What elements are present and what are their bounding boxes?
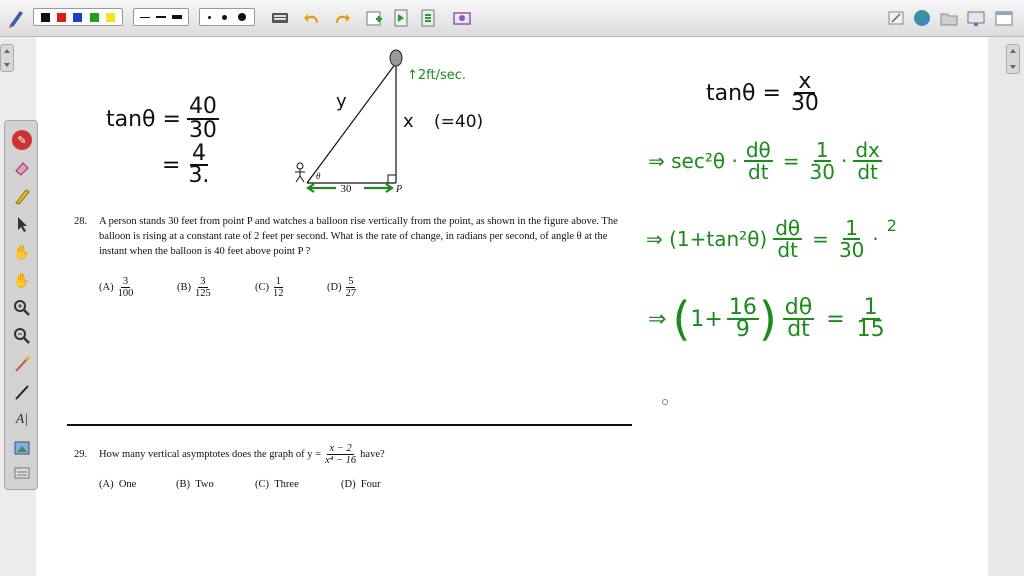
figure-point-label: P: [396, 184, 403, 195]
choice-label: (D): [341, 479, 356, 490]
problem-divider: [67, 424, 632, 426]
line-thin-option[interactable]: [140, 17, 150, 18]
choice-text: Three: [274, 479, 299, 490]
problem-28: [74, 214, 634, 259]
display-icon[interactable]: [966, 7, 986, 29]
folder-icon[interactable]: [939, 7, 959, 29]
choice-28-a[interactable]: [99, 276, 177, 299]
hw-r2-den2: 30: [809, 160, 835, 184]
problem-29-numerator: x − 2: [329, 443, 352, 454]
color-swatch-blue[interactable]: [73, 13, 82, 22]
cursor-dot: [662, 399, 668, 405]
hw-r3-num2: 1: [845, 216, 859, 240]
hw-r2-den3: dt: [857, 160, 878, 184]
line-style-group: [133, 8, 189, 26]
choice-denominator: 12: [273, 288, 284, 299]
hw-r4-eq: =: [826, 306, 845, 332]
hw-left-num: 40: [188, 94, 217, 119]
pointer-hand-icon[interactable]: ✋: [13, 243, 31, 260]
hw-row-2: ⇒ sec²θ · $\frac{d\theta}{dt}$ = $\frac{1}{30}$ · dx dt: [648, 138, 880, 184]
pen-logo-icon[interactable]: [6, 7, 26, 29]
choice-29-b[interactable]: [176, 477, 255, 492]
hw-r4-prefix: ⇒: [648, 306, 667, 332]
right-side-panel: [988, 37, 1024, 576]
hw-r3-den: dt: [777, 238, 798, 262]
line-tool-icon[interactable]: [12, 382, 32, 402]
choice-label: (D): [327, 282, 342, 293]
page-list-icon[interactable]: [418, 7, 438, 29]
hw-y-label: y: [336, 91, 347, 112]
hw-left-calc: [106, 96, 219, 186]
problem-29-denominator: x⁴ − 16: [325, 455, 357, 466]
choice-29-d[interactable]: [341, 477, 411, 492]
choice-label: (A): [99, 282, 114, 293]
new-page-icon[interactable]: [364, 7, 384, 29]
choice-denominator: 125: [195, 288, 211, 299]
hw-r2-eq: =: [782, 149, 800, 173]
hw-r2-prefix: ⇒ sec²θ ·: [648, 149, 738, 173]
hw-r2-num: dθ: [745, 138, 771, 162]
hw-left-den2: 3.: [188, 163, 210, 188]
hw-r3-eq: =: [812, 227, 829, 251]
choice-label: (C): [255, 479, 269, 490]
redo-icon[interactable]: [331, 7, 351, 29]
hw-x-value: (=40): [434, 112, 484, 132]
figure-base-label: 30: [340, 183, 352, 195]
choice-numerator: 5: [348, 276, 354, 287]
color-swatch-green[interactable]: [90, 13, 99, 22]
base-arrow-right: [364, 184, 392, 192]
hw-row-4: ⇒ ( 1+ $\frac{16}{9}$ ) $\frac{d\theta}{dt}$ = $\frac{1}{15}$: [648, 292, 885, 346]
choice-text: Four: [360, 479, 381, 490]
problem-28-text: A person stands 30 feet from point P and watches a balloon rise vertically from the point, as shown in the figure above. The balloon is rising at a constant rate of 2 feet per second. What is the rate of change, in radians per second, of angle θ at the instant when the balloon is 40 feet above point P ?: [99, 216, 618, 257]
hw-row-3: ⇒ (1+tan²θ) $\frac{d\theta}{dt}$ = $\frac{1}{30}$ · 2: [646, 215, 897, 262]
choice-denominator: 100: [117, 288, 134, 299]
undo-icon[interactable]: [303, 7, 323, 29]
color-swatch-yellow[interactable]: [106, 13, 115, 22]
hw-r3-tail: 2: [886, 215, 897, 235]
choice-28-b[interactable]: [177, 276, 255, 299]
hw-left-den: 30: [188, 118, 217, 143]
hw-r4-num3: 1: [863, 295, 878, 320]
hw-r4-num: 16: [728, 295, 757, 320]
screen-capture-icon[interactable]: [452, 7, 472, 29]
choice-label: (C): [255, 282, 269, 293]
choice-28-c[interactable]: [255, 276, 327, 299]
hw-r3-den2: 30: [838, 238, 865, 262]
hw-r1-den: 30: [790, 91, 819, 116]
globe-icon[interactable]: [912, 7, 932, 29]
figure-triangle: [307, 63, 396, 183]
problem-28-number: 28.: [74, 216, 88, 227]
choice-29-a[interactable]: [99, 477, 176, 492]
hw-rate-annotation: ↑2ft/sec.: [407, 68, 467, 83]
color-swatch-red[interactable]: [57, 13, 66, 22]
window-icon[interactable]: [994, 7, 1014, 29]
color-palette-group: [33, 8, 123, 26]
text-tool-icon[interactable]: A|: [15, 412, 29, 427]
problem-29-number: 29.: [74, 449, 88, 460]
color-swatch-black[interactable]: [41, 13, 50, 22]
dot-small-option[interactable]: [208, 16, 211, 19]
keyboard-icon[interactable]: [270, 7, 290, 29]
choice-text: One: [118, 479, 137, 490]
choice-label: (A): [99, 479, 114, 490]
balloon-triangle-figure: [290, 45, 510, 200]
dot-large-option[interactable]: [238, 13, 246, 21]
zoom-in-icon[interactable]: [12, 298, 32, 318]
hw-left-eq: =: [162, 152, 181, 178]
next-page-icon[interactable]: [391, 7, 411, 29]
person-stick-figure-icon: [295, 163, 305, 182]
hw-r1-lhs: tanθ =: [706, 80, 781, 106]
figure-angle-label: θ: [316, 171, 321, 181]
hw-r4-den: 9: [735, 317, 750, 342]
balloon-icon: [390, 50, 402, 66]
dot-medium-option[interactable]: [222, 15, 227, 20]
choice-label: (B): [177, 282, 191, 293]
choice-28-d[interactable]: [327, 276, 397, 299]
hw-r2-den: dt: [748, 160, 769, 184]
hw-r3-num: dθ: [775, 216, 801, 240]
hw-r1-num: x: [794, 72, 815, 94]
hw-r2-num3: dx: [855, 138, 880, 162]
problem-28-choices: [99, 276, 397, 299]
choice-label: (B): [176, 479, 190, 490]
problem-29-choices: [99, 477, 411, 492]
more-tools-icon[interactable]: [12, 463, 32, 483]
hw-r4-den3: 15: [856, 317, 885, 342]
left-panel-toggle[interactable]: [0, 44, 14, 72]
hw-r3-prefix: ⇒ (1+tan²θ): [646, 227, 768, 251]
choice-numerator: 1: [275, 276, 281, 287]
hw-left-num2: 4: [191, 141, 206, 166]
choice-numerator: 3: [200, 276, 206, 287]
pan-hand-icon[interactable]: ✋: [13, 271, 31, 288]
hw-r2-num2: 1: [815, 138, 829, 162]
choice-denominator: 27: [345, 288, 357, 299]
edit-page-icon[interactable]: [886, 7, 906, 29]
pen-tool-icon[interactable]: ✎: [12, 130, 32, 150]
problem-29-prefix: How many vertical asymptotes does the graph of y =: [99, 449, 321, 460]
eraser-tool-icon[interactable]: [12, 158, 32, 178]
choice-text: Two: [195, 479, 214, 490]
zoom-out-icon[interactable]: [12, 326, 32, 346]
page-scroll-handle[interactable]: [1006, 44, 1020, 74]
choice-29-c[interactable]: [255, 477, 341, 492]
hw-x-label: x: [403, 111, 414, 132]
hw-row-1: [706, 69, 819, 116]
problem-29: [74, 443, 385, 466]
hw-r4-num2: dθ: [784, 295, 813, 320]
dot-size-group: [199, 8, 255, 26]
line-medium-option[interactable]: [156, 16, 166, 18]
hw-r4-one: 1+: [690, 306, 723, 332]
line-thick-option[interactable]: [172, 15, 182, 19]
hw-left-tan: tanθ =: [106, 106, 181, 132]
highlighter-tool-icon[interactable]: [12, 186, 32, 206]
problem-29-suffix: have?: [360, 449, 385, 460]
tool-palette: [4, 120, 38, 490]
magic-pen-icon[interactable]: [12, 354, 32, 374]
select-arrow-icon[interactable]: [12, 214, 32, 234]
hw-r4-den2: dt: [787, 317, 810, 342]
top-toolbar: [0, 0, 1024, 37]
base-arrow-left: [308, 184, 336, 192]
fill-tool-icon[interactable]: [12, 438, 32, 458]
choice-numerator: 3: [122, 276, 129, 287]
